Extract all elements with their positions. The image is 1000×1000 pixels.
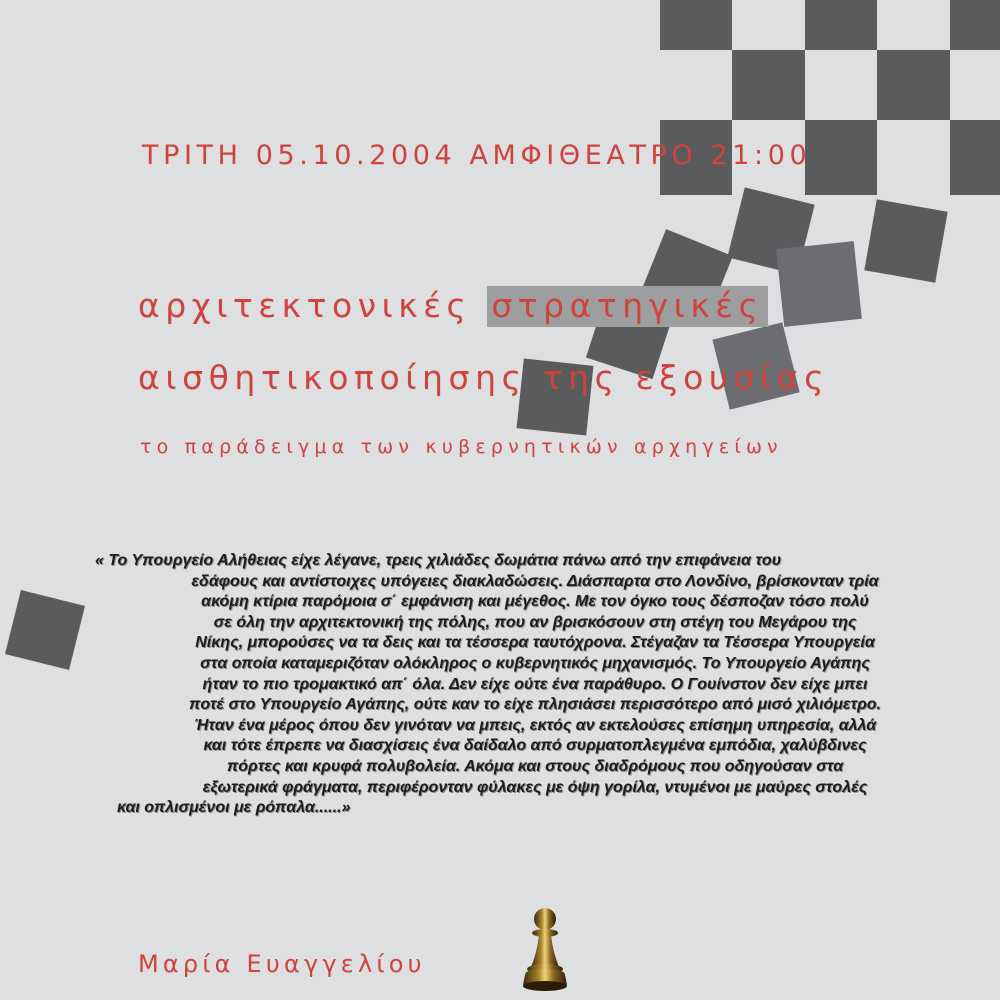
quote-line: πόρτες και κρυφά πολυβολεία. Ακόμα και στους διαδρόμους που οδηγούσαν στα xyxy=(226,757,844,775)
quote-line: εξωτερικά φράγματα, περιφέρονταν φύλακες με όψη γορίλα, ντυμένοι με μαύρες στολές xyxy=(202,778,868,796)
title-highlight: στρατηγικές xyxy=(487,286,767,327)
quote-line: στα οποία καταμεριζόταν ολόκληρος ο κυβερνητικός μηχανισμός. Το Υπουργείο Αγάπης xyxy=(200,654,870,672)
quote-line: ποτέ στο Υπουργείο Αγάπης, ούτε καν το είχε πλησιάσει περισσότερο από μισό χιλιόμετρο. xyxy=(188,696,881,714)
tilted-square xyxy=(5,590,85,670)
quote-line: Ήταν ένα μέρος όπου δεν γινόταν να μπεις, εκτός αν εκτελούσες επίσημη υπηρεσία, αλλά xyxy=(193,716,877,734)
quote-line: « Το Υπουργείο Αλήθειας είχε λέγανε, τρεις χιλιάδες δωμάτια πάνω από την επιφάνεια του xyxy=(95,552,782,569)
checker-square xyxy=(660,0,732,50)
title-line-2: αισθητικοποίησης της εξουσίας xyxy=(138,358,830,397)
checker-square xyxy=(877,50,950,120)
subtitle: το παράδειγμα των κυβερνητικών αρχηγείων xyxy=(140,436,783,458)
quote-line: ακόμη κτίρια παρόμοια σ΄ εμφάνιση και μέγεθος. Με τον όγκο τους δέσποζαν τόσο πολύ xyxy=(201,593,869,611)
event-date: ΤΡΙΤΗ 05.10.2004 ΑΜΦΙΘΕΑΤΡΟ 21:00 xyxy=(142,140,812,171)
tilted-square xyxy=(864,199,947,282)
quote-line: Νίκης, μπορούσες να τα δεις και τα τέσσερα ταυτόχρονα. Στέγαζαν τα Τέσσερα Υπουργεία xyxy=(195,634,875,652)
quote-line: ήταν το πιο τρομακτικό απ΄ όλα. Δεν είχε ούτε ένα παράθυρο. Ο Γουίνστον δεν είχε μπει xyxy=(202,675,868,693)
title-line-1 xyxy=(138,286,768,325)
chess-pawn-icon xyxy=(515,905,575,993)
quote-line: σε όλη την αρχιτεκτονική της πόλης, που αν βρισκόσουν στη στέγη του Μεγάρου της xyxy=(213,613,857,631)
checker-square xyxy=(950,0,1000,50)
checker-square xyxy=(950,120,1000,195)
quote-line: και τότε έπρεπε να διασχίσεις ένα δαίδαλο από συρματοπλεγμένα εμπόδια, χαλύβδινες xyxy=(203,737,867,755)
quote-line: εδάφους και αντίστοιχες υπόγειες διακλαδώσεις. Διάσπαρτα στο Λονδίνο, βρίσκονταν τρία xyxy=(191,572,879,590)
tilted-square xyxy=(776,241,862,327)
quote-block xyxy=(95,551,975,819)
title-line-1-part1: αρχιτεκτονικές xyxy=(138,286,488,325)
checker-square xyxy=(732,50,805,120)
author-name: Μαρία Ευαγγελίου xyxy=(138,950,426,978)
quote-line: και οπλισμένοι με ρόπαλα......» xyxy=(117,799,351,817)
checker-square xyxy=(805,0,877,50)
